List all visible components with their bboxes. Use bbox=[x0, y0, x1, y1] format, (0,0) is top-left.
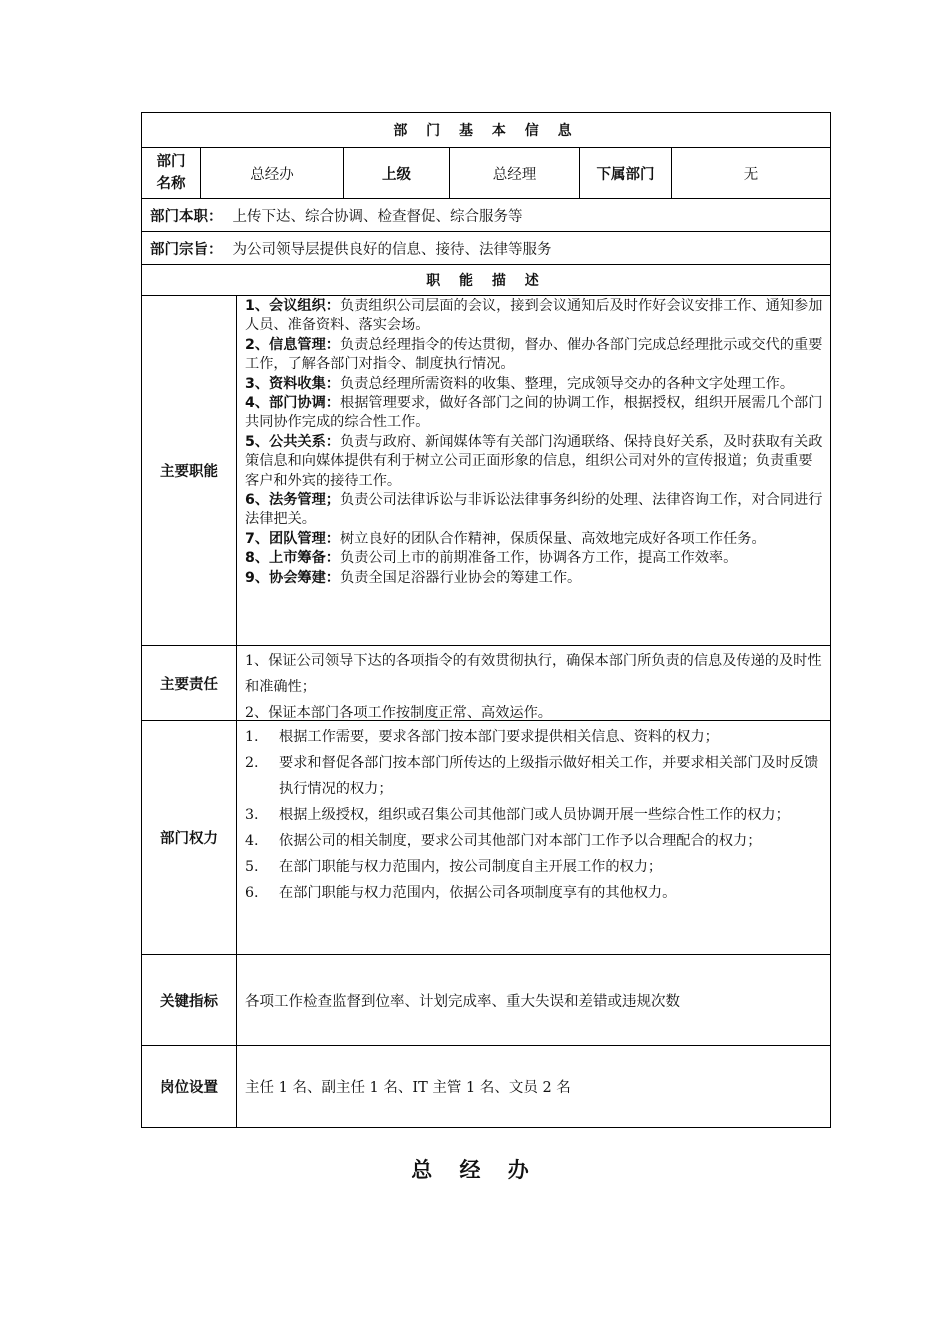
main-function-heading: 6、法务管理； bbox=[245, 492, 340, 509]
kpi-value: 各项工作检查监督到位率、计划完成率、重大失误和差错或违规次数 bbox=[245, 993, 680, 1010]
power-item bbox=[245, 828, 824, 854]
main-function-heading: 3、资料收集： bbox=[245, 375, 340, 392]
responsibility-item: 2、保证本部门各项工作按制度正常、高效运作。 bbox=[245, 705, 552, 721]
power-number: 6. bbox=[245, 885, 259, 901]
kpi-row bbox=[142, 955, 830, 1046]
positions-value: 主任 1 名、副主任 1 名、IT 主管 1 名、文员 2 名 bbox=[245, 1080, 571, 1096]
positions-label: 岗位设置 bbox=[142, 1046, 237, 1127]
basic-info-header-row bbox=[142, 113, 830, 148]
dept-name-label: 部门名称 bbox=[142, 148, 201, 198]
positions-row bbox=[142, 1046, 830, 1127]
footer-title: 总 经 办 bbox=[411, 1158, 539, 1182]
power-text: 根据上级授权，组织或召集公司其他部门或人员协调开展一些综合性工作的权力； bbox=[279, 807, 790, 823]
power-item bbox=[245, 854, 824, 880]
dept-duty-value: 上传下达、综合协调、检查督促、综合服务等 bbox=[232, 208, 523, 225]
power-number: 2. bbox=[245, 755, 259, 771]
power-item bbox=[245, 880, 824, 906]
main-function-text: 树立良好的团队合作精神，保质保量、高效地完成好各项工作任务。 bbox=[340, 530, 766, 547]
main-function-heading: 1、会议组织： bbox=[245, 298, 340, 314]
functions-title: 职 能 描 述 bbox=[426, 273, 546, 289]
main-function-heading: 5、公共关系： bbox=[245, 433, 340, 450]
main-function-text: 负责公司上市的前期准备工作，协调各方工作，提高工作效率。 bbox=[340, 550, 738, 567]
power-number: 4. bbox=[245, 833, 259, 849]
power-item bbox=[245, 802, 824, 828]
main-functions-label: 主要职能 bbox=[142, 296, 237, 645]
dept-purpose-value: 为公司领导层提供良好的信息、接待、法律等服务 bbox=[232, 241, 552, 258]
sub-dept-value: 无 bbox=[743, 166, 759, 183]
power-number: 5. bbox=[245, 859, 259, 875]
basic-info-title: 部 门 基 本 信 息 bbox=[393, 123, 579, 139]
powers-label: 部门权力 bbox=[142, 721, 237, 954]
powers-row bbox=[142, 721, 830, 955]
functions-header-row bbox=[142, 265, 830, 296]
main-function-item bbox=[245, 297, 824, 336]
main-function-text: 负责总经理所需资料的收集、整理，完成领导交办的各种文字处理工作。 bbox=[340, 375, 795, 392]
power-text: 要求和督促各部门按本部门所传达的上级指示做好相关工作，并要求相关部门及时反馈执行情况的权力； bbox=[279, 755, 819, 797]
dept-duty-label: 部门本职： bbox=[150, 208, 223, 225]
power-text: 依据公司的相关制度，要求公司其他部门对本部门工作予以合理配合的权力； bbox=[279, 833, 762, 849]
main-function-item bbox=[245, 394, 824, 433]
main-functions-list bbox=[237, 296, 830, 645]
dept-purpose-label: 部门宗旨： bbox=[150, 241, 223, 258]
power-text: 根据工作需要，要求各部门按本部门要求提供相关信息、资料的权力； bbox=[279, 729, 719, 745]
power-item bbox=[245, 724, 824, 750]
superior-value: 总经理 bbox=[450, 148, 580, 198]
dept-duty-row bbox=[142, 199, 830, 232]
power-number: 3. bbox=[245, 807, 259, 823]
responsibility-item: 1、保证公司领导下达的各项指令的有效贯彻执行，确保本部门所负责的信息及传递的及时性和准确性； bbox=[245, 653, 822, 695]
main-function-item bbox=[245, 433, 824, 491]
power-text: 在部门职能与权力范围内，依据公司各项制度享有的其他权力。 bbox=[279, 885, 677, 901]
main-function-text: 负责组织公司层面的会议，接到会议通知后及时作好会议安排工作、通知参加人员、准备资料、落实会场。 bbox=[245, 298, 823, 334]
department-info-table bbox=[141, 112, 831, 1128]
main-function-item bbox=[245, 530, 824, 549]
main-function-item bbox=[245, 569, 824, 588]
main-function-text: 负责全国足浴器行业协会的筹建工作。 bbox=[340, 569, 582, 586]
main-function-heading: 4、部门协调： bbox=[245, 395, 340, 412]
sub-dept-label: 下属部门 bbox=[580, 148, 672, 198]
main-function-text: 负责总经理指令的传达贯彻，督办、催办各部门完成总经理批示或交代的重要工作，了解各部门对指令、制度执行情况。 bbox=[245, 336, 823, 373]
responsibilities-list bbox=[237, 646, 830, 720]
power-item bbox=[245, 750, 824, 802]
responsibilities-label: 主要责任 bbox=[142, 646, 237, 720]
responsibilities-row bbox=[142, 646, 830, 721]
main-function-text: 负责公司法律诉讼与非诉讼法律事务纠纷的处理、法律咨询工作，对合同进行法律把关。 bbox=[245, 492, 823, 528]
superior-label: 上级 bbox=[344, 148, 450, 198]
main-functions-row bbox=[142, 296, 830, 646]
powers-list bbox=[237, 721, 830, 954]
main-function-heading: 8、上市筹备： bbox=[245, 550, 340, 567]
dept-name-value: 总经办 bbox=[201, 148, 344, 198]
dept-basic-row bbox=[142, 148, 830, 199]
main-function-item bbox=[245, 375, 824, 394]
main-function-text: 根据管理要求，做好各部门之间的协调工作，根据授权，组织开展需几个部门共同协作完成的综合性工作。 bbox=[245, 395, 823, 431]
dept-purpose-row bbox=[142, 232, 830, 265]
main-function-item bbox=[245, 549, 824, 568]
power-text: 在部门职能与权力范围内，按公司制度自主开展工作的权力； bbox=[279, 859, 663, 875]
power-number: 1. bbox=[245, 729, 259, 745]
main-function-heading: 9、协会筹建： bbox=[245, 569, 340, 586]
main-function-item bbox=[245, 336, 824, 375]
main-function-heading: 2、信息管理： bbox=[245, 336, 340, 353]
kpi-label: 关键指标 bbox=[142, 955, 237, 1045]
main-function-heading: 7、团队管理： bbox=[245, 530, 340, 547]
main-function-item bbox=[245, 491, 824, 530]
main-function-text: 负责与政府、新闻媒体等有关部门沟通联络、保持良好关系，及时获取有关政策信息和向媒体提供有利于树立公司正面形象的信息，组织公司对外的宣传报道；负责重要客户和外宾的接待工作。 bbox=[245, 433, 823, 489]
